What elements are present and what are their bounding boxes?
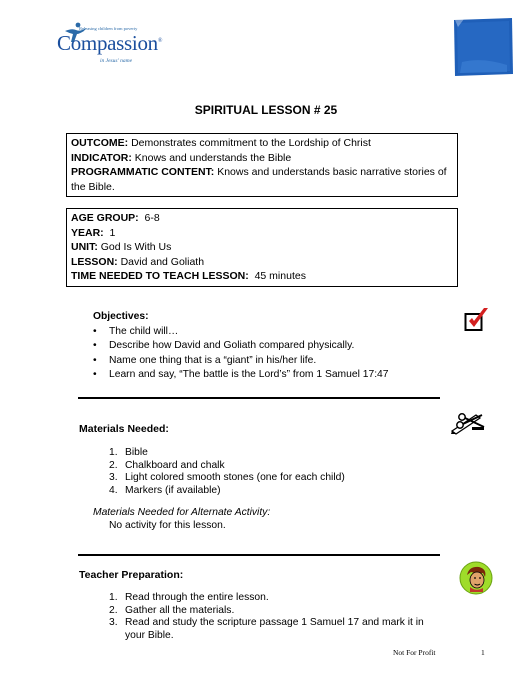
programmatic-content-line: PROGRAMMATIC CONTENT: Knows and understands basic narrative stories of the Bible. bbox=[71, 166, 447, 193]
alternate-activity bbox=[93, 507, 270, 532]
page-title: SPIRITUAL LESSON # 25 bbox=[194, 103, 338, 117]
objectives-list bbox=[93, 325, 389, 383]
lesson-line: LESSON: David and Goliath bbox=[71, 255, 205, 268]
objective-item: • Name one thing that is a “giant” in his/her life. bbox=[93, 354, 389, 369]
preparation-item: 2. Gather all the materials. bbox=[109, 604, 235, 616]
age-group-line: AGE GROUP: 6-8 bbox=[71, 212, 160, 224]
pencil-scissors-icon bbox=[450, 409, 486, 435]
outcome-line: OUTCOME: Demonstrates commitment to the Lordship of Christ bbox=[71, 137, 371, 149]
teacher-preparation-list bbox=[109, 592, 424, 642]
objectives-section bbox=[93, 310, 389, 383]
blue-square-graphic bbox=[452, 17, 514, 77]
page-number: 1 bbox=[481, 648, 485, 657]
teacher-preparation-heading: Teacher Preparation: bbox=[79, 569, 184, 581]
materials-list bbox=[109, 447, 345, 497]
year-line: YEAR: 1 bbox=[71, 226, 116, 239]
section-divider bbox=[78, 554, 440, 556]
section-divider bbox=[78, 397, 440, 399]
materials-heading: Materials Needed: bbox=[79, 423, 169, 435]
indicator-line: INDICATOR: Knows and understands the Bible bbox=[71, 151, 292, 164]
time-needed-line: TIME NEEDED TO TEACH LESSON: 45 minutes bbox=[71, 270, 306, 282]
logo-wordmark: Compassion® bbox=[57, 31, 163, 55]
checkbox-check-icon bbox=[464, 306, 490, 332]
materials-item: 1. Bible bbox=[109, 447, 148, 458]
materials-item: 2. Chalkboard and chalk bbox=[109, 459, 225, 471]
logo-subtitle: in Jesus' name bbox=[100, 58, 133, 64]
outcome-box bbox=[66, 133, 458, 197]
materials-item: 4. Markers (if available) bbox=[109, 484, 221, 496]
teacher-face-icon bbox=[459, 561, 493, 595]
materials-item: 3. Light colored smooth stones (one for each child) bbox=[109, 472, 345, 484]
objective-item: • Describe how David and Goliath compared physically. bbox=[93, 339, 389, 354]
logo-tagline: Releasing children from poverty bbox=[79, 26, 138, 31]
preparation-item: 1. Read through the entire lesson. bbox=[109, 592, 269, 603]
lesson-info-box bbox=[66, 208, 458, 287]
alternate-activity-heading: Materials Needed for Alternate Activity: bbox=[93, 507, 271, 518]
preparation-item-continuation: your Bible. bbox=[125, 629, 174, 641]
compassion-logo bbox=[52, 22, 167, 68]
unit-line: UNIT: God Is With Us bbox=[71, 241, 172, 253]
objective-item: • The child will… bbox=[93, 325, 389, 340]
objectives-heading: Objectives: bbox=[93, 311, 149, 322]
objective-item: • Learn and say, “The battle is the Lord’s” from 1 Samuel 17:47 bbox=[93, 368, 389, 383]
alternate-activity-text: No activity for this lesson. bbox=[109, 519, 226, 531]
preparation-item: 3. Read and study the scripture passage 1 Samuel 17 and mark it in bbox=[109, 617, 424, 629]
footer-note: Not For Profit bbox=[393, 648, 436, 657]
